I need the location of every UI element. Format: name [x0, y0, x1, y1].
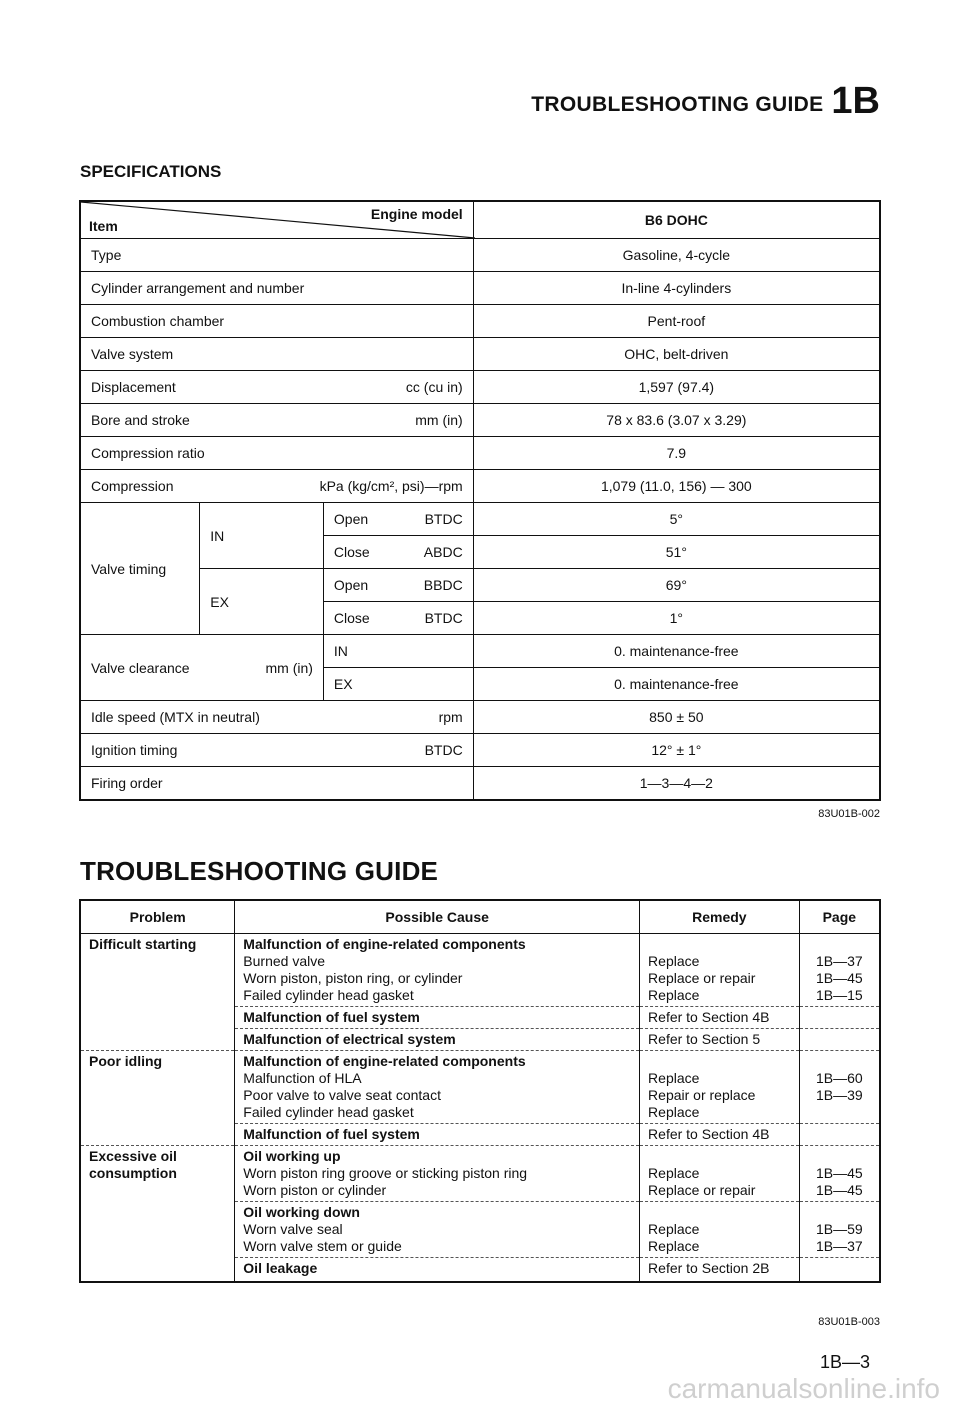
spec-label-text: Displacement — [91, 379, 176, 395]
remedy-cell — [640, 1029, 800, 1051]
timing-ref: ABDC — [423, 544, 463, 560]
cause-item: Failed cylinder head gasket — [243, 1104, 414, 1120]
spec-label — [80, 404, 473, 437]
spec-row-timing-ex-open — [80, 569, 880, 602]
timing-sub — [323, 536, 473, 569]
timing-sub — [323, 602, 473, 635]
cause-heading: Oil leakage — [243, 1260, 318, 1276]
spec-row-displacement — [80, 371, 880, 404]
cause-item: Failed cylinder head gasket — [243, 987, 414, 1003]
spec-row-compression — [80, 470, 880, 503]
cause-item: Worn valve seal — [243, 1221, 343, 1237]
spec-label — [80, 734, 473, 767]
page-cell — [799, 1029, 880, 1051]
engine-model-label: Engine model — [370, 206, 463, 222]
cause-heading: Malfunction of fuel system — [243, 1009, 420, 1025]
remedy-cell — [640, 934, 800, 1007]
spec-row-compression-ratio — [80, 437, 880, 470]
page-cell — [799, 1007, 880, 1029]
spec-row-type — [80, 239, 880, 272]
header-title: TROUBLESHOOTING GUIDE — [531, 93, 824, 116]
spec-value: OHC, belt-driven — [473, 338, 880, 371]
cause-cell — [235, 1124, 640, 1146]
spec-row-idle — [80, 701, 880, 734]
spec-row-firing — [80, 767, 880, 801]
spec-value: 69° — [473, 569, 880, 602]
remedy-item: Repair or replace — [648, 1087, 756, 1103]
spec-value: 1,597 (97.4) — [473, 371, 880, 404]
spec-value: 1—3—4—2 — [473, 767, 880, 801]
timing-sub — [323, 503, 473, 536]
valve-timing-label: Valve timing — [80, 503, 200, 635]
remedy-item: Replace — [648, 987, 700, 1003]
cause-item: Worn valve stem or guide — [243, 1238, 402, 1254]
clearance-ex-label: EX — [323, 668, 473, 701]
remedy-item: Replace — [648, 953, 700, 969]
spec-label — [80, 371, 473, 404]
page-ref: 1B—59 — [815, 1221, 863, 1237]
timing-ref: BBDC — [423, 577, 463, 593]
spec-row-cylinder — [80, 272, 880, 305]
cause-cell — [235, 1258, 640, 1283]
timing-event: Close — [333, 544, 370, 560]
tg-header-row — [80, 900, 880, 934]
spec-label — [80, 470, 473, 503]
spec-row-timing-in-open — [80, 503, 880, 536]
remedy-cell — [640, 1202, 800, 1258]
spec-row-ignition — [80, 734, 880, 767]
problem-cell: Poor idling — [80, 1051, 235, 1146]
spec-label-text: Idle speed (MTX in neutral) — [91, 709, 260, 725]
problem-cell — [80, 1146, 235, 1283]
spec-label-text: Compression — [91, 478, 174, 494]
spec-value: 51° — [473, 536, 880, 569]
remedy-cell — [640, 1146, 800, 1202]
page-cell — [799, 1051, 880, 1124]
remedy-item: Refer to Section 5 — [648, 1031, 761, 1047]
remedy-item: Replace — [648, 1104, 700, 1120]
spec-label: Valve system — [80, 338, 473, 371]
spec-value: 12° ± 1° — [473, 734, 880, 767]
cause-item: Worn piston ring groove or sticking piston ring — [243, 1165, 528, 1181]
cause-cell — [235, 1202, 640, 1258]
spec-label: Firing order — [80, 767, 473, 801]
tg-row — [80, 1051, 880, 1124]
timing-event: Open — [333, 511, 369, 527]
specifications-heading: SPECIFICATIONS — [80, 162, 222, 181]
cause-heading: Oil working down — [243, 1204, 360, 1220]
cause-heading: Malfunction of fuel system — [243, 1126, 420, 1142]
spec-unit: BTDC — [424, 742, 463, 758]
spec-label: Compression ratio — [80, 437, 473, 470]
page-ref: 1B—45 — [815, 970, 863, 986]
timing-ref: BTDC — [424, 511, 463, 527]
timing-event: Close — [333, 610, 370, 626]
remedy-item: Refer to Section 4B — [648, 1009, 770, 1025]
spec-unit: rpm — [438, 709, 463, 725]
spec-value: Gasoline, 4-cycle — [473, 239, 880, 272]
page-ref: 1B—60 — [815, 1070, 863, 1086]
page-ref: 1B—45 — [815, 1165, 863, 1181]
troubleshooting-table — [79, 899, 881, 1283]
remedy-item: Replace — [648, 1238, 700, 1254]
spec-value: 78 x 83.6 (3.07 x 3.29) — [473, 404, 880, 437]
cause-item: Burned valve — [243, 953, 326, 969]
page-ref: 1B—15 — [815, 987, 863, 1003]
page-ref: 1B—45 — [815, 1182, 863, 1198]
remedy-item: Refer to Section 4B — [648, 1126, 770, 1142]
cause-item: Worn piston or cylinder — [243, 1182, 387, 1198]
cause-heading: Malfunction of engine-related components — [243, 936, 526, 952]
spec-value: 1° — [473, 602, 880, 635]
spec-row-valve-system — [80, 338, 880, 371]
troubleshooting-heading: TROUBLESHOOTING GUIDE — [80, 856, 439, 886]
spec-value: 5° — [473, 503, 880, 536]
page-cell — [799, 1202, 880, 1258]
remedy-item: Refer to Section 2B — [648, 1260, 770, 1276]
page-ref: 1B—37 — [815, 1238, 863, 1254]
item-label: Item — [89, 218, 118, 234]
guide-figure-code: 83U01B-003 — [818, 1316, 880, 1328]
spec-value: 7.9 — [473, 437, 880, 470]
col-page: Page — [799, 900, 880, 934]
timing-event: Open — [333, 577, 369, 593]
spec-value: 1,079 (11.0, 156) — 300 — [473, 470, 880, 503]
spec-header-row — [80, 201, 880, 239]
spec-label — [80, 701, 473, 734]
page-ref: 1B—39 — [815, 1087, 863, 1103]
cause-heading: Malfunction of engine-related components — [243, 1053, 526, 1069]
timing-ex-label: EX — [200, 569, 324, 635]
spec-label-text: Bore and stroke — [91, 412, 190, 428]
spec-value: 0. maintenance-free — [473, 635, 880, 668]
cause-cell — [235, 1029, 640, 1051]
timing-in-label: IN — [200, 503, 324, 569]
spec-figure-code: 83U01B-002 — [818, 808, 880, 820]
problem-text: Excessive oil — [89, 1148, 177, 1164]
remedy-item: Replace — [648, 1165, 700, 1181]
model-name: B6 DOHC — [473, 201, 880, 239]
spec-value: 850 ± 50 — [473, 701, 880, 734]
tg-row — [80, 934, 880, 1007]
col-problem: Problem — [80, 900, 235, 934]
spec-unit: cc (cu in) — [405, 379, 463, 395]
spec-label-text: Ignition timing — [91, 742, 178, 758]
watermark: carmanualsonline.info — [667, 1373, 940, 1404]
section-number: 1B — [831, 80, 880, 122]
cause-item: Malfunction of HLA — [243, 1070, 362, 1086]
remedy-cell — [640, 1258, 800, 1283]
specifications-table — [79, 200, 881, 801]
spec-unit: kPa (kg/cm², psi)—rpm — [319, 478, 463, 494]
page-cell — [799, 1124, 880, 1146]
timing-sub — [323, 569, 473, 602]
remedy-item: Replace or repair — [648, 1182, 756, 1198]
spec-label: Combustion chamber — [80, 305, 473, 338]
tg-row — [80, 1146, 880, 1202]
remedy-item: Replace — [648, 1070, 700, 1086]
spec-label-text: Valve clearance — [91, 659, 190, 676]
cause-item: Worn piston, piston ring, or cylinder — [243, 970, 463, 986]
spec-value: 0. maintenance-free — [473, 668, 880, 701]
remedy-item: Replace — [648, 1221, 700, 1237]
page-number: 1B—3 — [819, 1352, 870, 1372]
problem-cell: Difficult starting — [80, 934, 235, 1051]
page-cell — [799, 934, 880, 1007]
spec-row-bore-stroke — [80, 404, 880, 437]
page-cell — [799, 1258, 880, 1283]
spec-unit: mm (in) — [415, 412, 463, 428]
cause-item: Poor valve to valve seat contact — [243, 1087, 441, 1103]
clearance-in-label: IN — [323, 635, 473, 668]
spec-value: In-line 4-cylinders — [473, 272, 880, 305]
timing-ref: BTDC — [424, 610, 463, 626]
spec-header-diagonal-cell — [80, 201, 473, 239]
valve-clearance-label — [80, 635, 323, 701]
remedy-cell — [640, 1051, 800, 1124]
page-header — [510, 80, 880, 123]
remedy-item: Replace or repair — [648, 970, 756, 986]
remedy-cell — [640, 1007, 800, 1029]
page-cell — [799, 1146, 880, 1202]
remedy-cell — [640, 1124, 800, 1146]
cause-cell — [235, 934, 640, 1007]
problem-text: consumption — [89, 1165, 177, 1181]
col-remedy: Remedy — [640, 900, 800, 934]
cause-heading: Malfunction of electrical system — [243, 1031, 456, 1047]
col-cause: Possible Cause — [235, 900, 640, 934]
spec-unit: mm (in) — [265, 659, 313, 676]
cause-cell — [235, 1007, 640, 1029]
cause-cell — [235, 1051, 640, 1124]
spec-value: Pent-roof — [473, 305, 880, 338]
cause-heading: Oil working up — [243, 1148, 341, 1164]
cause-cell — [235, 1146, 640, 1202]
spec-label: Type — [80, 239, 473, 272]
spec-row-combustion — [80, 305, 880, 338]
page-ref: 1B—37 — [815, 953, 863, 969]
spec-row-clearance-in — [80, 635, 880, 668]
spec-label: Cylinder arrangement and number — [80, 272, 473, 305]
